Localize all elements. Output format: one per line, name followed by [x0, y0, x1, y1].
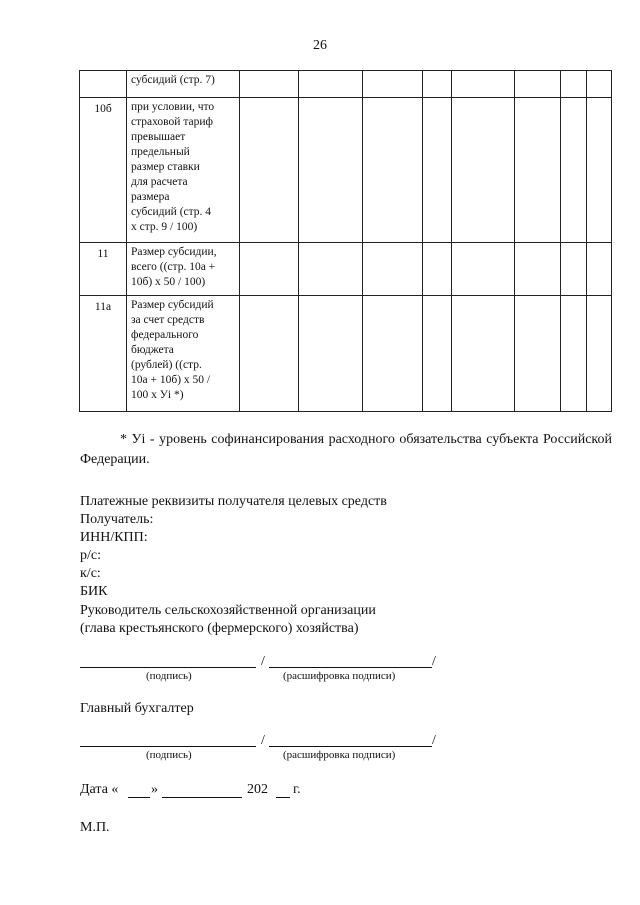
requisites-ks: к/с: [80, 566, 101, 581]
row-number: 10б [80, 98, 127, 243]
row-description [127, 296, 240, 412]
table-row [80, 243, 612, 296]
payment-requisites [80, 493, 387, 601]
empty-cell [423, 243, 452, 296]
row-description-line: бюджета [131, 344, 174, 356]
slash: / [432, 733, 436, 748]
row-description [127, 98, 240, 243]
date-row [80, 782, 380, 800]
table-row [80, 71, 612, 98]
head-title-line1: Руководитель сельскохозяйственной организации [80, 603, 376, 618]
date-label: Дата « [80, 782, 119, 797]
empty-cell [299, 296, 363, 412]
signature-caption: (подпись) [146, 670, 192, 682]
row-description-line: для расчета [131, 176, 188, 188]
slash: / [261, 654, 265, 669]
row-description-line: 10б) х 50 / 100) [131, 276, 206, 288]
empty-cell [561, 243, 587, 296]
empty-cell [587, 98, 612, 243]
empty-cell [299, 71, 363, 98]
row-description-line: за счет средств [131, 314, 205, 326]
head-title-line2: (глава крестьянского (фермерского) хозяйства) [80, 621, 359, 636]
row-description-line: превышает [131, 131, 186, 143]
year-line [276, 797, 290, 798]
signature-caption: (подпись) [146, 749, 192, 761]
signature-line [80, 667, 256, 668]
row-description-line: субсидий (стр. 7) [131, 74, 215, 86]
row-description [127, 243, 240, 296]
row-description-line: страховой тариф [131, 116, 213, 128]
head-signature-row [80, 652, 440, 668]
row-description-line: (рублей) ((стр. [131, 359, 202, 371]
empty-cell [515, 296, 561, 412]
subsidy-calculation-table [79, 70, 612, 412]
decoding-caption: (расшифровка подписи) [283, 749, 396, 761]
requisites-inn: ИНН/КПП: [80, 530, 148, 545]
requisites-heading: Платежные реквизиты получателя целевых средств [80, 494, 387, 509]
empty-cell [452, 98, 515, 243]
empty-cell [363, 71, 423, 98]
row-number: 11 [80, 243, 127, 296]
empty-cell [299, 243, 363, 296]
date-year: 202 [247, 782, 268, 797]
slash: / [261, 733, 265, 748]
empty-cell [452, 71, 515, 98]
empty-cell [587, 296, 612, 412]
row-number: 11а [80, 296, 127, 412]
row-description-line: субсидий (стр. 4 [131, 206, 212, 218]
empty-cell [363, 98, 423, 243]
accountant-signature-row [80, 731, 440, 747]
row-description-line: размера [131, 191, 170, 203]
empty-cell [587, 71, 612, 98]
empty-cell [515, 98, 561, 243]
empty-cell [423, 296, 452, 412]
row-description-line: всего ((стр. 10а + [131, 261, 216, 273]
empty-cell [299, 98, 363, 243]
empty-cell [423, 71, 452, 98]
row-description-line: 10а + 10б) х 50 / [131, 374, 211, 386]
row-description [127, 71, 240, 98]
footnote: * Уi - уровень софинансирования расходного обязательства субъекта Российской Федерации. [80, 432, 612, 467]
empty-cell [452, 296, 515, 412]
row-description-line: размер ставки [131, 161, 200, 173]
decoding-line [269, 667, 432, 668]
date-close-quote: » [151, 782, 158, 797]
page-number: 26 [313, 38, 327, 53]
signature-line [80, 746, 256, 747]
row-description-line: при условии, что [131, 101, 215, 113]
empty-cell [363, 243, 423, 296]
empty-cell [561, 296, 587, 412]
requisites-recipient: Получатель: [80, 512, 154, 527]
empty-cell [587, 243, 612, 296]
table-row [80, 296, 612, 412]
head-title [80, 602, 376, 638]
row-description-line: Размер субсидий [131, 299, 214, 311]
row-description-line: 100 х Уi *) [131, 389, 184, 401]
empty-cell [515, 71, 561, 98]
empty-cell [561, 98, 587, 243]
empty-cell [452, 243, 515, 296]
requisites-rs: р/с: [80, 548, 101, 563]
empty-cell [240, 296, 299, 412]
date-suffix: г. [293, 782, 301, 797]
empty-cell [515, 243, 561, 296]
accountant-title: Главный бухгалтер [80, 701, 194, 716]
stamp-mark: М.П. [80, 820, 110, 835]
month-line [162, 797, 242, 798]
slash: / [432, 654, 436, 669]
table-row [80, 98, 612, 243]
empty-cell [240, 243, 299, 296]
empty-cell [240, 71, 299, 98]
requisites-bik: БИК [80, 584, 108, 599]
empty-cell [561, 71, 587, 98]
row-description-line: федерального [131, 329, 199, 341]
empty-cell [363, 296, 423, 412]
row-number [80, 71, 127, 98]
decoding-line [269, 746, 432, 747]
empty-cell [240, 98, 299, 243]
row-description-line: Размер субсидии, [131, 246, 217, 258]
decoding-caption: (расшифровка подписи) [283, 670, 396, 682]
empty-cell [423, 98, 452, 243]
day-line [128, 797, 150, 798]
row-description-line: предельный [131, 146, 190, 158]
row-description-line: х стр. 9 / 100) [131, 221, 198, 233]
